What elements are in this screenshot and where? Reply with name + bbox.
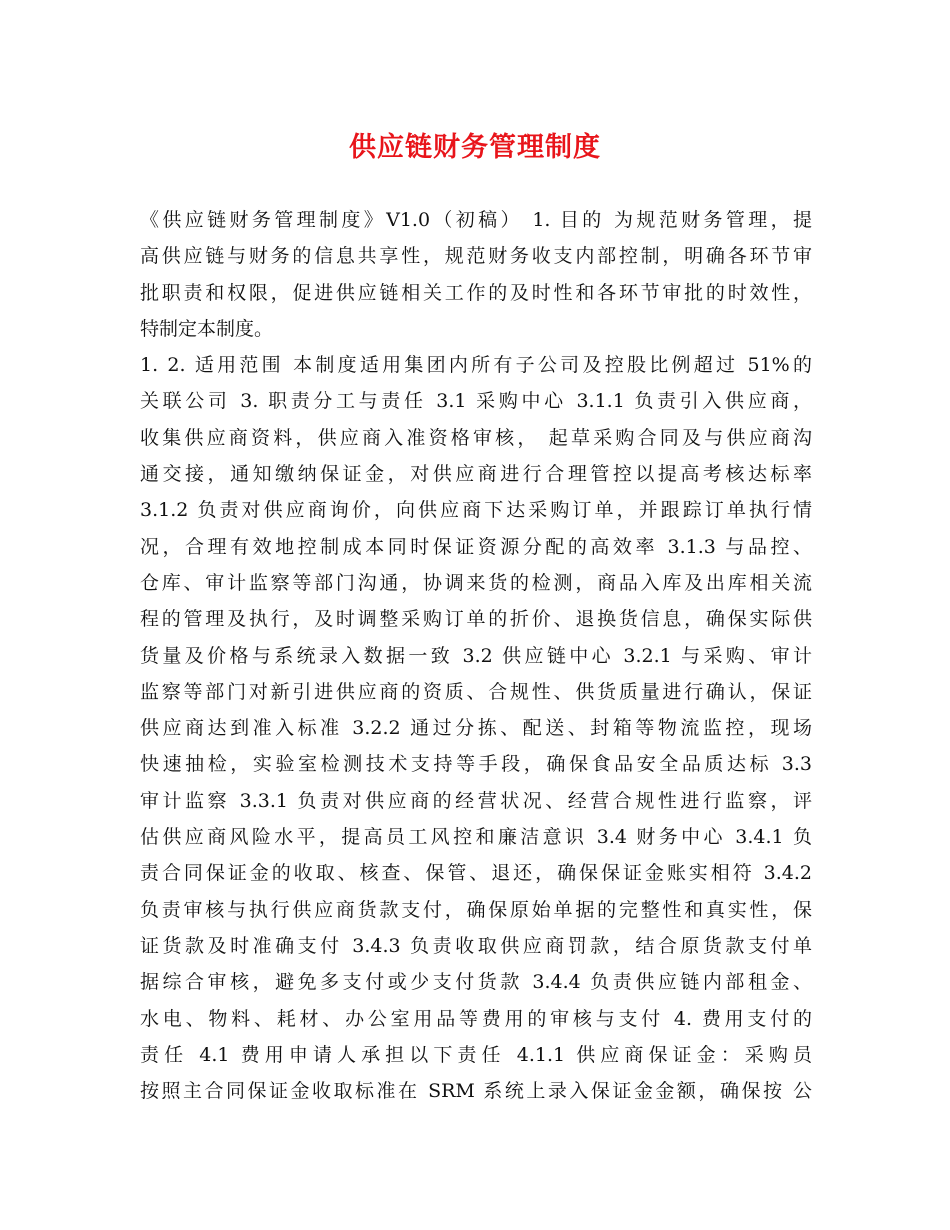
text-line: 责合同保证金的收取、核查、保管、退还，确保保证金账实相符 3.4.2 xyxy=(140,862,812,885)
text-line: 批职责和权限，促进供应链相关工作的及时性和各环节审批的时效性， xyxy=(140,281,812,304)
text-line: 3.1.2 负责对供应商询价，向供应商下达采购订单，并跟踪订单执行情 xyxy=(140,499,812,522)
text-line: 快速抽检，实验室检测技术支持等手段，确保食品安全品质达标 3.3 xyxy=(140,753,812,776)
text-line: 按照主合同保证金收取标准在 SRM 系统上录入保证金金额，确保按 公 xyxy=(140,1080,812,1103)
text-line: 货量及价格与系统录入数据一致 3.2 供应链中心 3.2.1 与采购、审计 xyxy=(140,644,812,667)
document-body xyxy=(140,202,812,1109)
document-title: 供应链财务管理制度 xyxy=(349,132,601,163)
text-line: 估供应商风险水平，提高员工风控和廉洁意识 3.4 财务中心 3.4.1 负 xyxy=(140,826,812,849)
text-line: 水电、物料、耗材、办公室用品等费用的审核与支付 4. 费用支付的 xyxy=(140,1007,812,1030)
text-line: 1. 2. 适用范围 本制度适用集团内所有子公司及控股比例超过 51%的 xyxy=(140,354,812,377)
text-line: 高供应链与财务的信息共享性，规范财务收支内部控制，明确各环节审 xyxy=(140,245,812,268)
text-line: 审计监察 3.3.1 负责对供应商的经营状况、经营合规性进行监察，评 xyxy=(140,789,812,812)
text-line: 负责审核与执行供应商货款支付，确保原始单据的完整性和真实性，保 xyxy=(140,898,812,921)
text-line: 关联公司 3. 职责分工与责任 3.1 采购中心 3.1.1 负责引入供应商， xyxy=(140,390,812,413)
text-line: 监察等部门对新引进供应商的资质、合规性、供货质量进行确认，保证 xyxy=(140,680,812,703)
text-line: 责任 4.1 费用申请人承担以下责任 4.1.1 供应商保证金：采购员 xyxy=(140,1043,812,1066)
text-line: 收集供应商资料，供应商入准资格审核， 起草采购合同及与供应商沟 xyxy=(140,426,812,449)
text-line: 《供应链财务管理制度》V1.0（初稿） 1. 目的 为规范财务管理，提 xyxy=(140,209,812,231)
text-line: 况，合理有效地控制成本同时保证资源分配的高效率 3.1.3 与品控、 xyxy=(140,535,812,558)
paragraph-purpose xyxy=(140,202,812,347)
text-line: 据综合审核，避免多支付或少支付货款 3.4.4 负责供应链内部租金、 xyxy=(140,971,812,994)
text-line: 供应商达到准入标准 3.2.2 通过分拣、配送、封箱等物流监控，现场 xyxy=(140,717,812,740)
text-line: 通交接，通知缴纳保证金，对供应商进行合理管控以提高考核达标率 xyxy=(140,463,812,486)
text-line: 程的管理及执行，及时调整采购订单的折价、退换货信息，确保实际供 xyxy=(140,608,812,631)
text-line: 证货款及时准确支付 3.4.3 负责收取供应商罚款，结合原货款支付单 xyxy=(140,934,812,957)
text-line: 特制定本制度。 xyxy=(140,317,274,340)
text-line: 仓库、审计监察等部门沟通，协调来货的检测，商品入库及出库相关流 xyxy=(140,571,812,594)
paragraph-scope-and-duties xyxy=(140,347,812,1109)
